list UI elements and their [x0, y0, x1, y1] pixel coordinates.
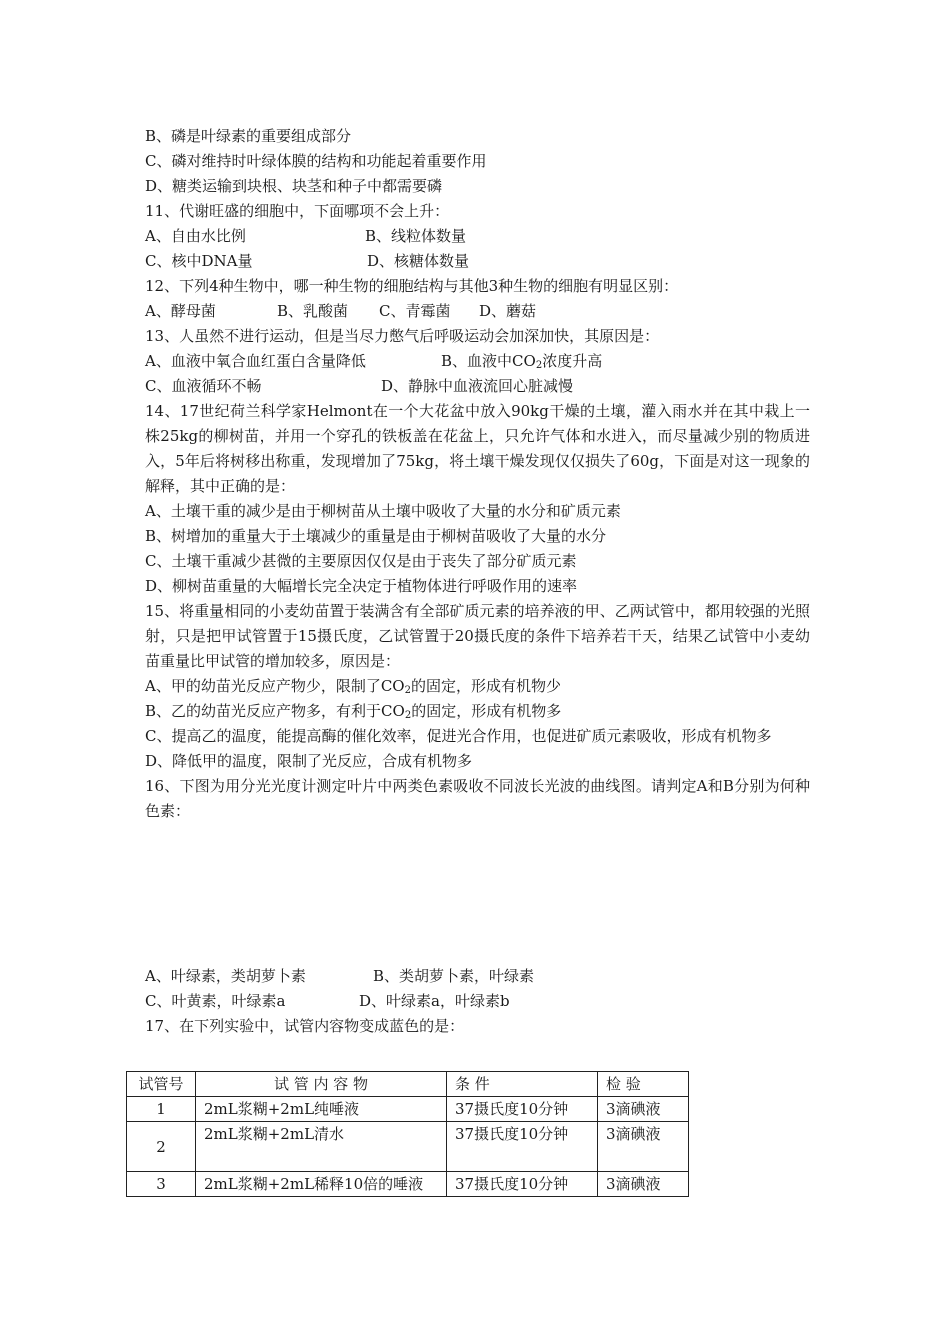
table-cell: 37摄氏度10分钟: [447, 1097, 598, 1122]
table-cell: 1: [127, 1097, 196, 1122]
option-d: D、静脉中血液流回心脏减慢: [381, 377, 574, 395]
option-c: C、叶黄素，叶绿素a: [145, 992, 286, 1010]
question-12-stem: 12、下列4种生物中，哪一种生物的细胞结构与其他3种生物的细胞有明显区别：: [145, 277, 679, 295]
table-header: 检 验: [598, 1072, 689, 1097]
question-17-stem: 17、在下列实验中，试管内容物变成蓝色的是：: [145, 1017, 465, 1035]
question-11-options-ab: [145, 224, 810, 249]
table-cell: 2: [127, 1122, 196, 1172]
option-c: C、核中DNA量: [145, 252, 253, 270]
table-row: [127, 1097, 689, 1122]
question-13-options-cd: [145, 374, 810, 399]
option-c: C、青霉菌: [379, 302, 451, 320]
table-cell: 2mL浆糊+2mL稀释10倍的唾液: [196, 1172, 447, 1197]
question-12-options: [145, 299, 810, 324]
option-d: D、柳树苗重量的大幅增长完全决定于植物体进行呼吸作用的速率: [145, 577, 578, 595]
table-header-row: [127, 1072, 689, 1097]
question-13-stem: 13、人虽然不进行运动，但是当尽力憋气后呼吸运动会加深加快，其原因是：: [145, 327, 660, 345]
option-line: C、磷对维持时叶绿体膜的结构和功能起着重要作用: [145, 152, 487, 170]
table-row: [127, 1122, 689, 1172]
option-a: A、甲的幼苗光反应产物少，限制了$CO_2$的固定，形成有机物少: [145, 677, 561, 696]
question-13-options-ab: [145, 349, 810, 374]
question-14-stem: 14、17世纪荷兰科学家Helmont在一个大花盆中放入90kg干燥的土壤，灌入雨水并在其中栽上一株25kg的柳树苗，并用一个穿孔的铁板盖在花盆上，只允许气体和水进入，而尽量减少别的物质进入，5年后将树移出称重，发现增加了75kg，将土壤干燥发现仅仅损失了60g，下面是对这一现象的解释，其中正确的是：: [145, 402, 810, 495]
option-b: B、乙的幼苗光反应产物多，有利于$CO_2$的固定，形成有机物多: [145, 702, 562, 721]
table-header: 条 件: [447, 1072, 598, 1097]
option-a: A、血液中氧合血红蛋白含量降低: [145, 352, 366, 370]
table-cell: 3滴碘液: [598, 1122, 689, 1172]
table-cell: 2mL浆糊+2mL清水: [196, 1122, 447, 1172]
table-header: 试管号: [127, 1072, 196, 1097]
option-b: B、类胡萝卜素，叶绿素: [373, 967, 535, 985]
table-cell: 3滴碘液: [598, 1097, 689, 1122]
option-d: D、叶绿素a，叶绿素b: [359, 992, 510, 1010]
question-11-options-cd: [145, 249, 810, 274]
table-cell: 2mL浆糊+2mL纯唾液: [196, 1097, 447, 1122]
option-b: B、树增加的重量大于土壤减少的重量是由于柳树苗吸收了大量的水分: [145, 527, 607, 545]
table-cell: 3: [127, 1172, 196, 1197]
table-cell: 37摄氏度10分钟: [447, 1172, 598, 1197]
question-text: [145, 124, 810, 1039]
option-a: A、酵母菌: [145, 302, 216, 320]
option-c: C、提高乙的温度，能提高酶的催化效率，促进光合作用，也促进矿质元素吸收，形成有机物多: [145, 727, 772, 745]
option-b: B、血液中$CO_2$浓度升高: [441, 352, 603, 371]
table-row: [127, 1172, 689, 1197]
option-a: A、土壤干重的减少是由于柳树苗从土壤中吸收了大量的水分和矿质元素: [145, 502, 621, 520]
option-d: D、蘑菇: [479, 302, 537, 320]
option-b: B、乳酸菌: [277, 302, 349, 320]
option-d: D、核糖体数量: [367, 252, 470, 270]
experiment-table: [126, 1071, 689, 1197]
option-a: A、自由水比例: [145, 227, 246, 245]
question-16-options-ab: [145, 964, 810, 989]
figure-placeholder: [145, 824, 810, 964]
option-c: C、血液循环不畅: [145, 377, 262, 395]
table-cell: 3滴碘液: [598, 1172, 689, 1197]
table-header: 试 管 内 容 物: [196, 1072, 447, 1097]
option-d: D、降低甲的温度，限制了光反应，合成有机物多: [145, 752, 473, 770]
question-16-stem: 16、下图为用分光光度计测定叶片中两类色素吸收不同波长光波的曲线图。请判定A和B分别为何种色素：: [145, 777, 810, 820]
option-b: B、线粒体数量: [365, 227, 467, 245]
option-a: A、叶绿素，类胡萝卜素: [145, 967, 306, 985]
option-c: C、土壤干重减少甚微的主要原因仅仅是由于丧失了部分矿质元素: [145, 552, 577, 570]
table-cell: 37摄氏度10分钟: [447, 1122, 598, 1172]
question-16-options-cd: [145, 989, 810, 1014]
option-line: B、磷是叶绿素的重要组成部分: [145, 127, 352, 145]
option-line: D、糖类运输到块根、块茎和种子中都需要磷: [145, 177, 443, 195]
question-11-stem: 11、代谢旺盛的细胞中，下面哪项不会上升：: [145, 202, 450, 220]
question-15-stem: 15、将重量相同的小麦幼苗置于装满含有全部矿质元素的培养液的甲、乙两试管中，都用较强的光照射，只是把甲试管置于15摄氏度，乙试管置于20摄氏度的条件下培养若干天，结果乙试管中小麦幼苗重量比甲试管的增加较多，原因是：: [145, 602, 810, 670]
